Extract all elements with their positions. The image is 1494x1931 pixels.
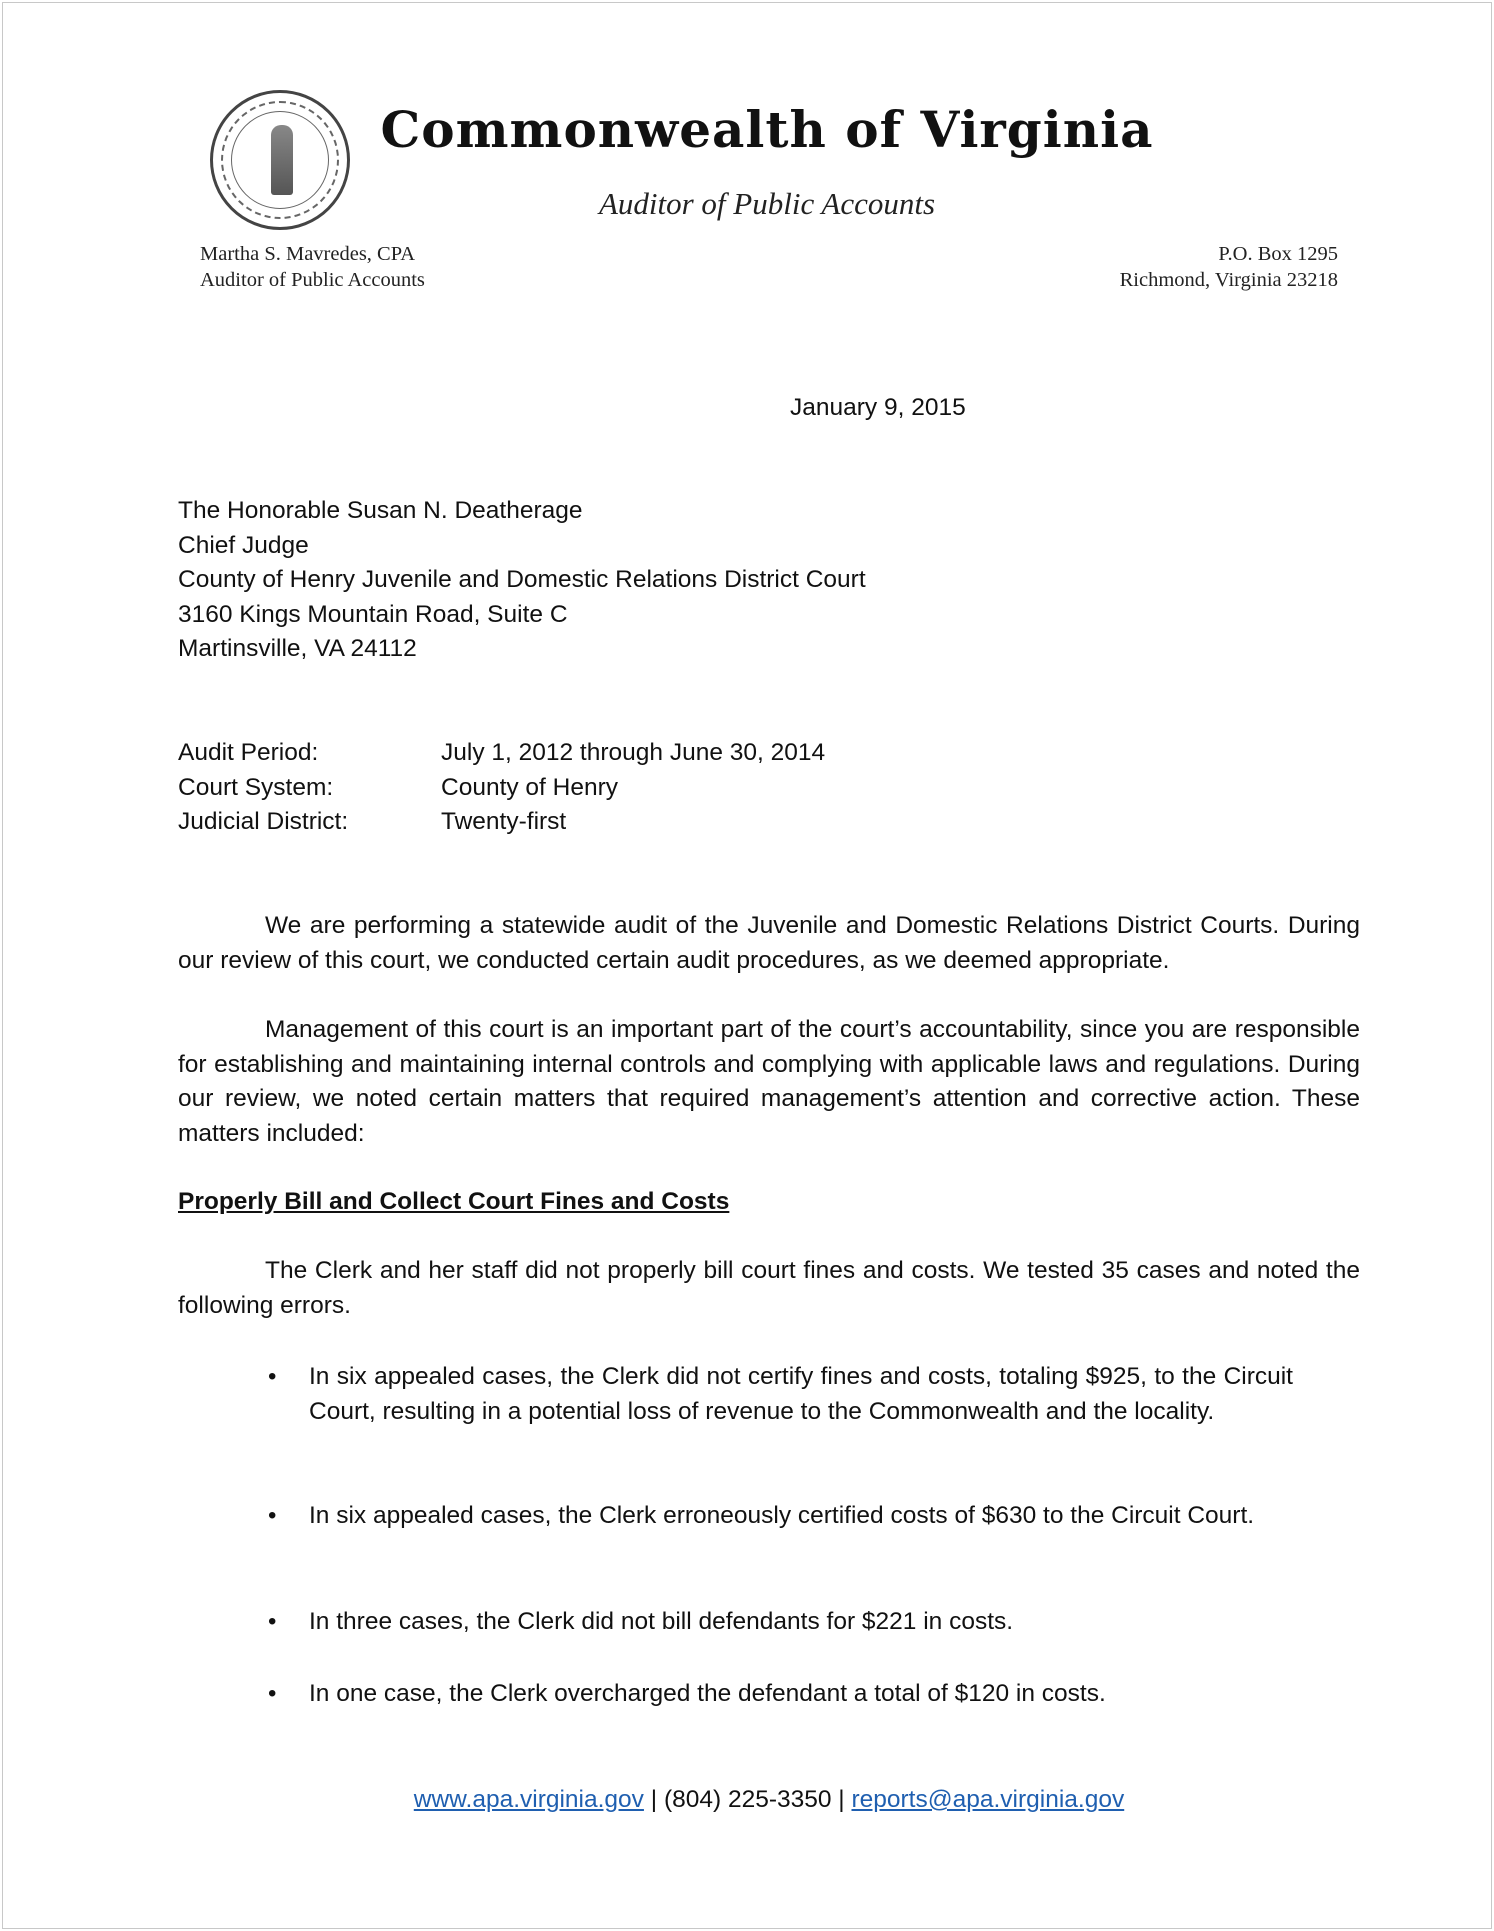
detail-row (178, 771, 825, 806)
bullet-icon: • (268, 1680, 277, 1707)
list-item (268, 1677, 1293, 1712)
list-item-text: In three cases, the Clerk did not bill defendants for $221 in costs. (309, 1608, 1014, 1635)
separator: | (650, 1786, 658, 1813)
list-item-text: In six appealed cases, the Clerk did not certify fines and costs, totaling $925, to the Circuit Court, resulting in a potential loss of revenue to the Commonwealth and the locality. (309, 1363, 1293, 1425)
bullet-icon: • (268, 1363, 277, 1390)
detail-row (178, 805, 825, 840)
section-heading: Properly Bill and Collect Court Fines and Costs (178, 1188, 730, 1215)
po-box: P.O. Box 1295 (1218, 243, 1338, 265)
list-item (268, 1360, 1293, 1429)
list-item (268, 1605, 1293, 1640)
website-link[interactable]: www.apa.virginia.gov (413, 1786, 644, 1813)
auditor-name: Martha S. Mavredes, CPA (200, 243, 416, 265)
auditor-title: Auditor of Public Accounts (200, 269, 425, 291)
address-line: Chief Judge (178, 531, 309, 559)
paragraph: The Clerk and her staff did not properly bill court fines and costs. We tested 35 cases and noted the following errors. (178, 1257, 1360, 1319)
bullet-icon: • (268, 1502, 277, 1529)
address-line: Martinsville, VA 24112 (178, 635, 417, 662)
detail-label: Court System: (178, 773, 334, 801)
list-item (268, 1499, 1293, 1534)
detail-value: County of Henry (441, 773, 619, 801)
detail-value: July 1, 2012 through June 30, 2014 (441, 739, 826, 766)
auditor-name-block (200, 241, 425, 293)
list-item-text: In six appealed cases, the Clerk erroneously certified costs of $630 to the Circuit Court. (309, 1502, 1255, 1529)
address-line: 3160 Kings Mountain Road, Suite C (178, 600, 568, 628)
audit-details (178, 736, 825, 840)
letterhead-subtitle: Auditor of Public Accounts (598, 186, 936, 221)
detail-value: Twenty-first (441, 808, 567, 835)
separator: | (838, 1786, 845, 1813)
detail-label: Judicial District: (178, 808, 349, 835)
list-item-text: In one case, the Clerk overcharged the defendant a total of $120 in costs. (309, 1680, 1106, 1707)
address-line: County of Henry Juvenile and Domestic Relations District Court (178, 566, 866, 593)
detail-label: Audit Period: (178, 739, 319, 766)
email-link[interactable]: reports@apa.virginia.gov (851, 1786, 1125, 1813)
phone-number: (804) 225-3350 (663, 1786, 832, 1813)
mailing-address-block (1120, 241, 1338, 293)
paragraph: We are performing a statewide audit of the Juvenile and Domestic Relations District Courts. During our review of this court, we conducted certain audit procedures, as we deemed appropriate. (178, 912, 1360, 974)
footer (0, 1783, 1494, 1818)
letter-date: January 9, 2015 (790, 394, 966, 421)
paragraph: Management of this court is an important part of the court’s accountability, since you are responsible for establishing and maintaining internal controls and complying with applicable laws and regulations. During our review, we noted certain matters that required management’s attention and corrective action. These matters included: (178, 1016, 1360, 1147)
letterhead-title: Commonwealth of Virginia (380, 100, 1154, 159)
address-line: The Honorable Susan N. Deatherage (178, 497, 583, 524)
city-state-zip: Richmond, Virginia 23218 (1119, 269, 1338, 291)
recipient-address (178, 494, 866, 667)
bullet-icon: • (268, 1608, 277, 1635)
detail-row (178, 736, 825, 771)
